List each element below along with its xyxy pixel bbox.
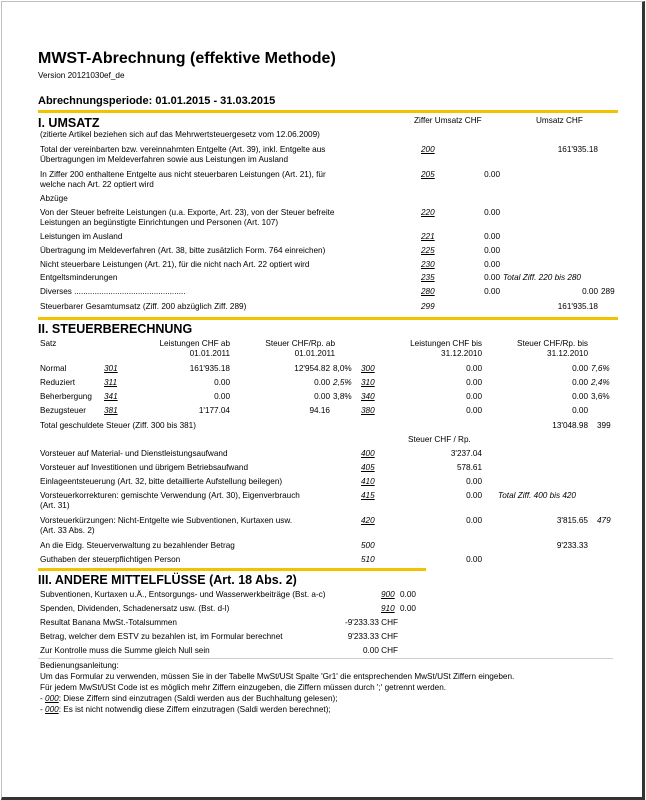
row-230-code: 230: [421, 260, 435, 269]
result-banana-value: -9'233.33 CHF: [345, 618, 398, 627]
rate-code: 381: [104, 406, 118, 415]
rate-code: 311: [104, 378, 118, 387]
instructions-line: Um das Formular zu verwenden, müssen Sie in der Tabelle MwSt/USt Spalte 'Gr1' die entsprechenden MwSt/USt Ziffern eingeben.: [40, 672, 515, 681]
row-235-label: Entgeltsminderungen: [40, 273, 118, 282]
row-420-label: Vorsteuerkürzungen: Nicht-Entgelte wie Subventionen, Kurtaxen usw. (Art. 33 Abs. 2): [40, 516, 293, 535]
estv-amount-label: Betrag, welcher dem ESTV zu bezahlen ist, im Formular berechnet: [40, 632, 283, 641]
row-200-value: 161'935.18: [557, 145, 598, 154]
row-221-label: Leistungen im Ausland: [40, 232, 123, 241]
rate-code: 301: [104, 364, 118, 373]
row-910-code: 910: [381, 604, 395, 613]
rate-steuer-old: 0.00: [572, 364, 588, 373]
row-410-code: 410: [361, 477, 375, 486]
row-405-label: Vorsteuer auf Investitionen und übrigem Betriebsaufwand: [40, 463, 249, 472]
section-umsatz-heading: I. UMSATZ: [38, 116, 100, 130]
section-note: (zitierte Artikel beziehen sich auf das Mehrwertsteuergesetz vom 12.06.2009): [40, 130, 320, 139]
rate-leistung: 0.00: [214, 392, 230, 401]
control-label: Zur Kontrolle muss die Summe gleich Null sein: [40, 646, 210, 655]
abzuege-label: Abzüge: [40, 194, 68, 203]
row-299-label: Steuerbarer Gesamtumsatz (Ziff. 200 abzüglich Ziff. 289): [40, 302, 247, 311]
rate-leistung-old: 0.00: [466, 378, 482, 387]
col-steuer2-header: Steuer CHF/Rp. bis 31.12.2010: [517, 339, 588, 358]
rate-steuer: 12'954.82: [294, 364, 330, 373]
rate-percent: 8,0%: [333, 364, 352, 373]
rate-steuer-old: 0.00: [572, 378, 588, 387]
row-900-code: 900: [381, 590, 395, 599]
rate-steuer: 0.00: [314, 392, 330, 401]
steuer-column-header: Steuer CHF / Rp.: [408, 435, 471, 444]
col-umsatz-header: Umsatz CHF: [536, 116, 583, 125]
rate-leistung: 1'177.04: [198, 406, 230, 415]
rate-code-old: 310: [361, 378, 375, 387]
instructions-box: [38, 658, 613, 717]
rate-leistung-old: 0.00: [466, 406, 482, 415]
col-steuer1-header: Steuer CHF/Rp. ab 01.01.2011: [265, 339, 335, 358]
row-299-value: 161'935.18: [557, 302, 598, 311]
row-479-code: 479: [597, 516, 611, 525]
row-205-code: 205: [421, 170, 435, 179]
row-410-label: Einlageentsteuerung (Art. 32, bitte detaillierte Aufstellung beilegen): [40, 477, 283, 486]
rate-steuer: 94.16: [309, 406, 330, 415]
row-220-value: 0.00: [484, 208, 500, 217]
row-420-value: 0.00: [466, 516, 482, 525]
instructions-bullet: - 000: Es ist nicht notwendig diese Ziffern einzutragen (Saldi werden berechnet);: [40, 705, 331, 714]
rate-percent: 3,8%: [333, 392, 352, 401]
row-900-value: 0.00: [400, 590, 416, 599]
row-510-code: 510: [361, 555, 375, 564]
row-221-code: 221: [421, 232, 435, 241]
rate-percent: 2,5%: [333, 378, 352, 387]
rate-percent-old: 2,4%: [591, 378, 610, 387]
row-280-value: 0.00: [484, 287, 500, 296]
instructions-title: Bedienungsanleitung:: [40, 661, 119, 670]
row-225-code: 225: [421, 246, 435, 255]
rate-leistung: 161'935.18: [189, 364, 230, 373]
version-label: Version 20121030ef_de: [38, 71, 125, 80]
col-ziffer-header: Ziffer Umsatz CHF: [414, 116, 482, 125]
row-200-code: 200: [421, 145, 435, 154]
row-400-value: 3'237.04: [450, 449, 482, 458]
row-235-total-label: Total Ziff. 220 bis 280: [503, 273, 581, 282]
total-tax-code: 399: [597, 421, 611, 430]
row-415-total-label: Total Ziff. 400 bis 420: [498, 491, 576, 500]
row-510-label: Guthaben der steuerpflichtigen Person: [40, 555, 181, 564]
row-400-code: 400: [361, 449, 375, 458]
row-280-total: 0.00: [582, 287, 598, 296]
section-steuer-heading: II. STEUERBERECHNUNG: [38, 322, 193, 336]
row-415-code: 415: [361, 491, 375, 500]
row-205-value: 0.00: [484, 170, 500, 179]
rate-code-old: 380: [361, 406, 375, 415]
rate-percent-old: 7,6%: [591, 364, 610, 373]
section-divider: [38, 110, 618, 113]
control-value: 0.00 CHF: [362, 646, 398, 655]
period-label: Abrechnungsperiode: 01.01.2015 - 31.03.2015: [38, 95, 276, 107]
row-910-value: 0.00: [400, 604, 416, 613]
instructions-bullet: - 000: Diese Ziffern sind einzutragen (Saldi werden aus der Buchhaltung gelesen);: [40, 694, 338, 703]
rate-code: 341: [104, 392, 118, 401]
row-500-label: An die Eidg. Steuerverwaltung zu bezahlender Betrag: [40, 541, 235, 550]
rate-steuer: 0.00: [314, 378, 330, 387]
row-289-code: 289: [601, 287, 615, 296]
result-banana-label: Resultat Banana MwSt.-Totalsummen: [40, 618, 177, 627]
rate-steuer-old: 0.00: [572, 406, 588, 415]
rate-leistung-old: 0.00: [466, 364, 482, 373]
row-220-label: Von der Steuer befreite Leistungen (u.a. Exporte, Art. 23), von der Steuer befreite Leistungen an begünstigte Einrichtungen und Personen (Art. 107): [40, 208, 335, 227]
row-299-code: 299: [421, 302, 435, 311]
row-280-label: Diverses .................................................: [40, 287, 186, 296]
row-225-label: Übertragung im Meldeverfahren (Art. 38, bitte zusätzlich Form. 764 einreichen): [40, 246, 326, 255]
row-230-value: 0.00: [484, 260, 500, 269]
rate-label: Reduziert: [40, 378, 76, 387]
row-280-code: 280: [421, 287, 435, 296]
row-400-label: Vorsteuer auf Material- und Dienstleistungsaufwand: [40, 449, 228, 458]
row-500-value: 9'233.33: [556, 541, 588, 550]
row-220-code: 220: [421, 208, 435, 217]
rate-leistung: 0.00: [214, 378, 230, 387]
page-title: MWST-Abrechnung (effektive Methode): [38, 50, 336, 67]
section-mittelfluesse-heading: III. ANDERE MITTELFLÜSSE (Art. 18 Abs. 2): [38, 573, 297, 587]
rate-steuer-old: 0.00: [572, 392, 588, 401]
rate-label: Normal: [40, 364, 67, 373]
row-405-value: 578.61: [456, 463, 482, 472]
rate-label: Bezugsteuer: [40, 406, 86, 415]
row-415-value: 0.00: [466, 491, 482, 500]
row-420-code: 420: [361, 516, 375, 525]
estv-amount-value: 9'233.33 CHF: [347, 632, 398, 641]
row-235-value: 0.00: [484, 273, 500, 282]
section-divider: [38, 317, 618, 320]
row-420-total: 3'815.65: [556, 516, 588, 525]
row-205-label: In Ziffer 200 enthaltene Entgelte aus nicht steuerbaren Leistungen (Art. 21), für welche nach Art. 22 optiert wird: [40, 170, 326, 189]
instructions-line: Für jedem MwSt/USt Code ist es möglich mehr Ziffern einzugeben, die Ziffern müssen durch ';' getrennt werden.: [40, 683, 447, 692]
row-200-label: Total der vereinbarten bzw. vereinnahmten Entgelte (Art. 39), inkl. Entgelte aus Übertragungen im Meldeverfahren sowie aus Leistungen im Ausland: [40, 145, 326, 164]
row-225-value: 0.00: [484, 246, 500, 255]
rate-code-old: 340: [361, 392, 375, 401]
row-221-value: 0.00: [484, 232, 500, 241]
row-405-code: 405: [361, 463, 375, 472]
section-divider: [38, 568, 426, 571]
row-235-code: 235: [421, 273, 435, 282]
row-230-label: Nicht steuerbare Leistungen (Art. 21), für die nicht nach Art. 22 optiert wird: [40, 260, 310, 269]
row-415-label: Vorsteuerkorrekturen: gemischte Verwendung (Art. 30), Eigenverbrauch (Art. 31): [40, 491, 300, 510]
col-leist2-header: Leistungen CHF bis 31.12.2010: [410, 339, 482, 358]
row-900-label: Subventionen, Kurtaxen u.Ä., Entsorgungs- und Wasserwerkbeiträge (Bst. a-c): [40, 590, 326, 599]
rate-leistung-old: 0.00: [466, 392, 482, 401]
rate-label: Beherbergung: [40, 392, 92, 401]
col-satz-header: Satz: [40, 339, 57, 348]
row-500-code: 500: [361, 541, 375, 550]
row-510-value: 0.00: [466, 555, 482, 564]
rate-code-old: 300: [361, 364, 375, 373]
row-910-label: Spenden, Dividenden, Schadenersatz usw. (Bst. d-l): [40, 604, 230, 613]
col-leist1-header: Leistungen CHF ab 01.01.2011: [159, 339, 230, 358]
row-410-value: 0.00: [466, 477, 482, 486]
total-tax-value: 13'048.98: [552, 421, 588, 430]
rate-percent-old: 3,6%: [591, 392, 610, 401]
total-tax-label: Total geschuldete Steuer (Ziff. 300 bis 381): [40, 421, 196, 430]
